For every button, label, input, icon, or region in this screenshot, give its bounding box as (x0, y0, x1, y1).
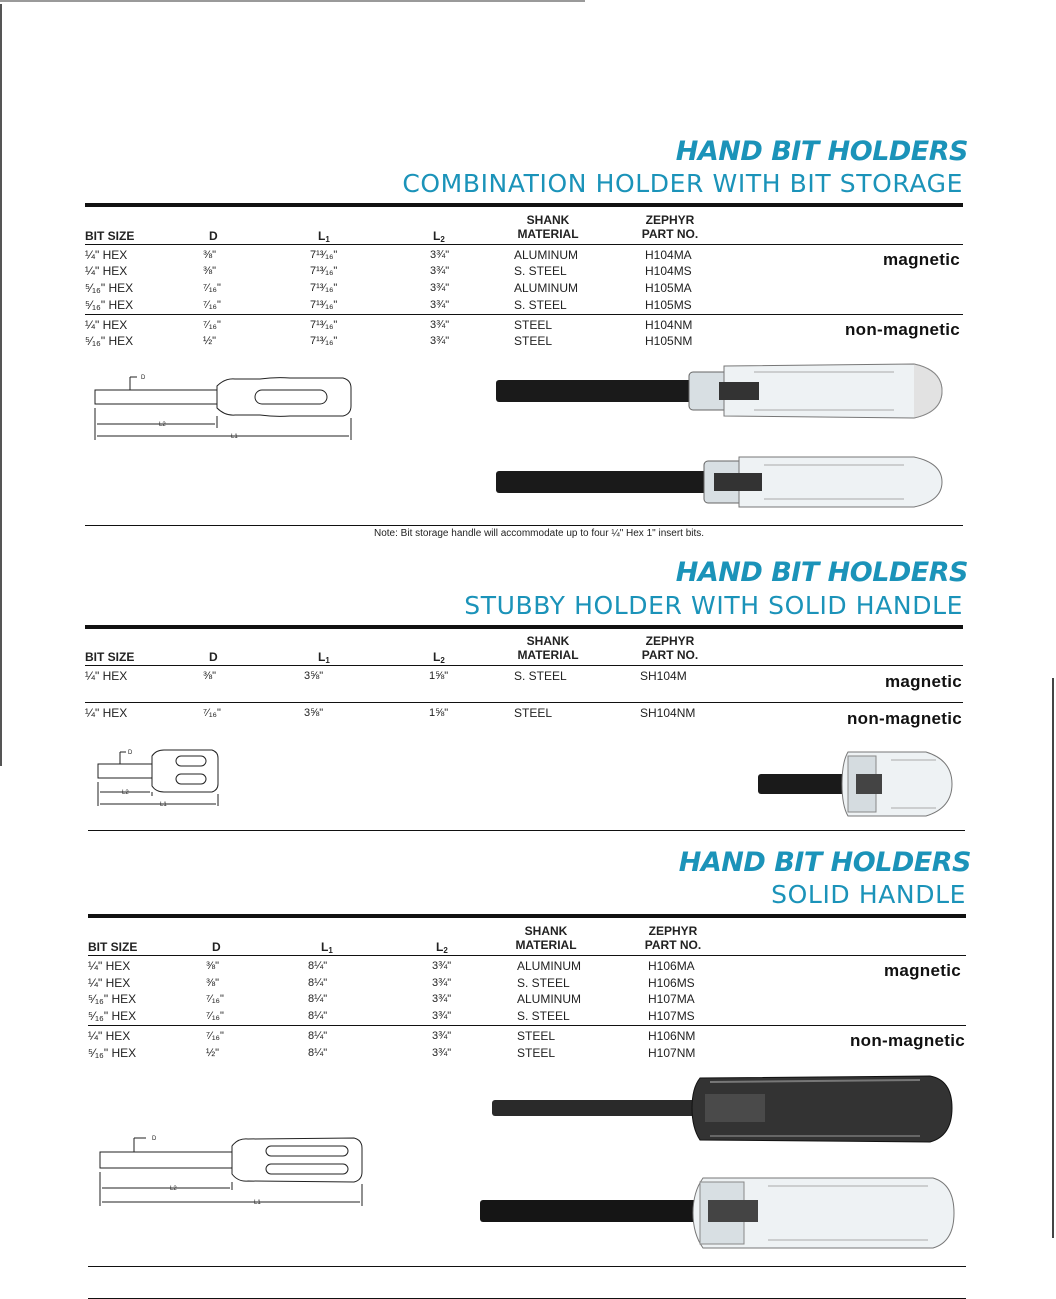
header-rule (88, 955, 966, 956)
dim-l2-label: L2 (122, 790, 129, 796)
col-shank-line1: SHANK (526, 634, 570, 648)
section-title: HAND BIT HOLDERS (675, 136, 968, 167)
cell-part-no: H107MS (648, 1009, 695, 1023)
cell-l1: 8¼" (308, 1047, 328, 1059)
section-bottom-rule (85, 525, 963, 526)
cell-l1: 7¹³⁄₁₆" (310, 249, 338, 261)
cell-part-no: H107MA (648, 992, 695, 1006)
cell-part-no: H107NM (648, 1046, 696, 1060)
dim-l1-label: L1 (231, 434, 238, 440)
col-shank-line1: SHANK (524, 924, 568, 938)
title-rule (88, 914, 966, 918)
col-l1-sub: 1 (325, 656, 330, 665)
cell-l2: 3¾" (430, 265, 450, 277)
header-rule (85, 244, 963, 245)
col-d: D (209, 229, 218, 243)
cell-l2: 3¾" (432, 1047, 452, 1059)
cell-l2: 3¾" (430, 319, 450, 331)
cell-bit-size: ¼" HEX (88, 1029, 131, 1043)
group-rule (88, 1025, 966, 1026)
col-l2-sub: 2 (440, 235, 445, 244)
group-label-magnetic: magnetic (883, 961, 961, 980)
dim-d-label: D (128, 750, 133, 756)
cell-bit-size: ⁵⁄₁₆" HEX (85, 298, 134, 312)
cell-d: ⁷⁄₁₆" (206, 993, 224, 1005)
cell-part-no: H105NM (645, 334, 693, 348)
dim-l2-label: L2 (159, 422, 166, 428)
cell-material: STEEL (517, 1029, 556, 1043)
cell-d: ⅜" (203, 670, 217, 682)
dim-d-label: D (141, 375, 146, 381)
col-bit-size: BIT SIZE (88, 940, 138, 954)
dim-l2-label: L2 (170, 1186, 177, 1192)
dimension-diagram (96, 1130, 368, 1210)
group-rule (85, 314, 963, 315)
cell-d: ⅜" (203, 265, 217, 277)
cell-d: ⅜" (203, 249, 217, 261)
group-label-non-magnetic: non-magnetic (846, 709, 962, 728)
section-title: HAND BIT HOLDERS (675, 557, 968, 588)
col-shank-line2: MATERIAL (515, 938, 577, 952)
cell-bit-size: ⁵⁄₁₆" HEX (88, 992, 137, 1006)
col-part-line2: PART NO. (644, 938, 702, 952)
cell-bit-size: ⁵⁄₁₆" HEX (85, 281, 134, 295)
dim-l1-label: L1 (160, 802, 167, 808)
col-part-line1: ZEPHYR (645, 634, 695, 648)
col-part-line2: PART NO. (641, 648, 699, 662)
cell-part-no: H106MS (648, 976, 695, 990)
cell-l2: 3¾" (432, 977, 452, 989)
cell-bit-size: ¼" HEX (85, 264, 128, 278)
section-bottom-rule (88, 830, 965, 831)
group-label-magnetic: magnetic (884, 672, 962, 691)
storage-note: Note: Bit storage handle will accommodate up to four ¼" Hex 1" insert bits. (374, 528, 705, 539)
cell-part-no: H106MA (648, 959, 695, 973)
cell-bit-size: ⁵⁄₁₆" HEX (88, 1009, 137, 1023)
cell-l1: 3⅝" (304, 707, 324, 719)
cell-d: ⁷⁄₁₆" (206, 1030, 224, 1042)
top-border (0, 0, 585, 2)
cell-material: STEEL (514, 318, 553, 332)
cell-material: S. STEEL (514, 264, 567, 278)
col-part (630, 213, 710, 241)
cell-part-no: H105MS (645, 298, 692, 312)
cell-d: ⅜" (206, 977, 220, 989)
cell-d: ½" (206, 1047, 220, 1059)
col-d: D (212, 940, 221, 954)
product-photo-solid-handle-clear (478, 1172, 958, 1254)
col-part-line1: ZEPHYR (645, 213, 695, 227)
col-shank (506, 924, 586, 952)
cell-part-no: H104NM (645, 318, 693, 332)
cell-bit-size: ¼" HEX (85, 669, 128, 683)
col-l2-sub: 2 (443, 946, 448, 955)
product-photo-combination-1 (494, 360, 944, 422)
cell-l1: 8¼" (308, 960, 328, 972)
left-border (0, 4, 2, 766)
col-l2-letter: L (433, 650, 441, 664)
cell-part-no: SH104M (640, 669, 687, 683)
cell-l2: 3¾" (430, 335, 450, 347)
cell-l1: 7¹³⁄₁₆" (310, 265, 338, 277)
section-subtitle: COMBINATION HOLDER WITH BIT STORAGE (402, 169, 963, 198)
cell-l1: 8¼" (308, 1030, 328, 1042)
col-d: D (209, 650, 218, 664)
cell-bit-size: ¼" HEX (88, 959, 131, 973)
col-bit-size: BIT SIZE (85, 650, 135, 664)
product-photo-solid-handle-dark (490, 1070, 955, 1148)
section-bottom-rule (88, 1266, 966, 1267)
col-part (633, 924, 713, 952)
cell-part-no: SH104NM (640, 706, 696, 720)
cell-l2: 3¾" (432, 1030, 452, 1042)
header-rule (85, 665, 963, 666)
group-rule (85, 702, 963, 703)
col-l1-letter: L (318, 229, 326, 243)
cell-material: STEEL (514, 334, 553, 348)
cell-material: S. STEEL (517, 976, 570, 990)
col-l1-sub: 1 (325, 235, 330, 244)
cell-material: S. STEEL (514, 298, 567, 312)
col-l2-letter: L (436, 940, 444, 954)
cell-d: ⁷⁄₁₆" (203, 707, 221, 719)
cell-bit-size: ⁵⁄₁₆" HEX (88, 1046, 137, 1060)
col-part-line2: PART NO. (641, 227, 699, 241)
section-subtitle: SOLID HANDLE (771, 880, 966, 909)
product-photo-combination-2 (494, 451, 944, 513)
cell-material: S. STEEL (517, 1009, 570, 1023)
product-photo-stubby (756, 746, 956, 822)
cell-l1: 8¼" (308, 1010, 328, 1022)
cell-part-no: H104MA (645, 248, 692, 262)
group-label-non-magnetic: non-magnetic (844, 320, 960, 339)
col-part (630, 634, 710, 662)
cell-l2: 3¾" (432, 993, 452, 1005)
col-bit-size: BIT SIZE (85, 229, 135, 243)
dimension-diagram (85, 368, 365, 448)
cell-l1: 7¹³⁄₁₆" (310, 299, 338, 311)
cell-material: ALUMINUM (517, 992, 582, 1006)
col-l2-sub: 2 (440, 656, 445, 665)
cell-l2: 3¾" (430, 299, 450, 311)
cell-l1: 7¹³⁄₁₆" (310, 335, 338, 347)
cell-bit-size: ¼" HEX (85, 706, 128, 720)
col-shank-line2: MATERIAL (517, 227, 579, 241)
cell-d: ⁷⁄₁₆" (203, 299, 221, 311)
cell-d: ⅜" (206, 960, 220, 972)
cell-bit-size: ⁵⁄₁₆" HEX (85, 334, 134, 348)
cell-l1: 8¼" (308, 977, 328, 989)
title-rule (85, 203, 963, 207)
cell-bit-size: ¼" HEX (85, 318, 128, 332)
cell-l1: 3⅝" (304, 670, 324, 682)
cell-part-no: H106NM (648, 1029, 696, 1043)
cell-d: ½" (203, 335, 217, 347)
cell-l2: 3¾" (430, 249, 450, 261)
cell-l1: 7¹³⁄₁₆" (310, 319, 338, 331)
col-shank (508, 213, 588, 241)
cell-material: STEEL (517, 1046, 556, 1060)
col-part-line1: ZEPHYR (648, 924, 698, 938)
col-shank-line2: MATERIAL (517, 648, 579, 662)
cell-l1: 7¹³⁄₁₆" (310, 282, 338, 294)
dim-d-label: D (152, 1136, 157, 1142)
cell-bit-size: ¼" HEX (85, 248, 128, 262)
dim-l1-label: L1 (254, 1200, 261, 1206)
group-label-non-magnetic: non-magnetic (849, 1031, 965, 1050)
cell-l2: 1⅝" (429, 707, 449, 719)
col-l1-letter: L (321, 940, 329, 954)
right-border (1052, 678, 1054, 1238)
cell-material: S. STEEL (514, 669, 567, 683)
col-shank (508, 634, 588, 662)
col-shank-line1: SHANK (526, 213, 570, 227)
cell-l2: 3¾" (430, 282, 450, 294)
group-label-magnetic: magnetic (882, 250, 960, 269)
cell-material: ALUMINUM (517, 959, 582, 973)
cell-l2: 1⅝" (429, 670, 449, 682)
cell-material: ALUMINUM (514, 248, 579, 262)
cell-part-no: H105MA (645, 281, 692, 295)
cell-l1: 8¼" (308, 993, 328, 1005)
cell-d: ⁷⁄₁₆" (203, 319, 221, 331)
cell-part-no: H104MS (645, 264, 692, 278)
col-l1-letter: L (318, 650, 326, 664)
section-subtitle: STUBBY HOLDER WITH SOLID HANDLE (464, 591, 963, 620)
cell-d: ⁷⁄₁₆" (203, 282, 221, 294)
title-rule (85, 625, 963, 629)
cell-bit-size: ¼" HEX (88, 976, 131, 990)
col-l2-letter: L (433, 229, 441, 243)
cell-l2: 3¾" (432, 1010, 452, 1022)
cell-material: STEEL (514, 706, 553, 720)
section-title: HAND BIT HOLDERS (678, 847, 971, 878)
cell-l2: 3¾" (432, 960, 452, 972)
dimension-diagram (94, 742, 224, 812)
cell-material: ALUMINUM (514, 281, 579, 295)
cell-d: ⁷⁄₁₆" (206, 1010, 224, 1022)
col-l1-sub: 1 (328, 946, 333, 955)
